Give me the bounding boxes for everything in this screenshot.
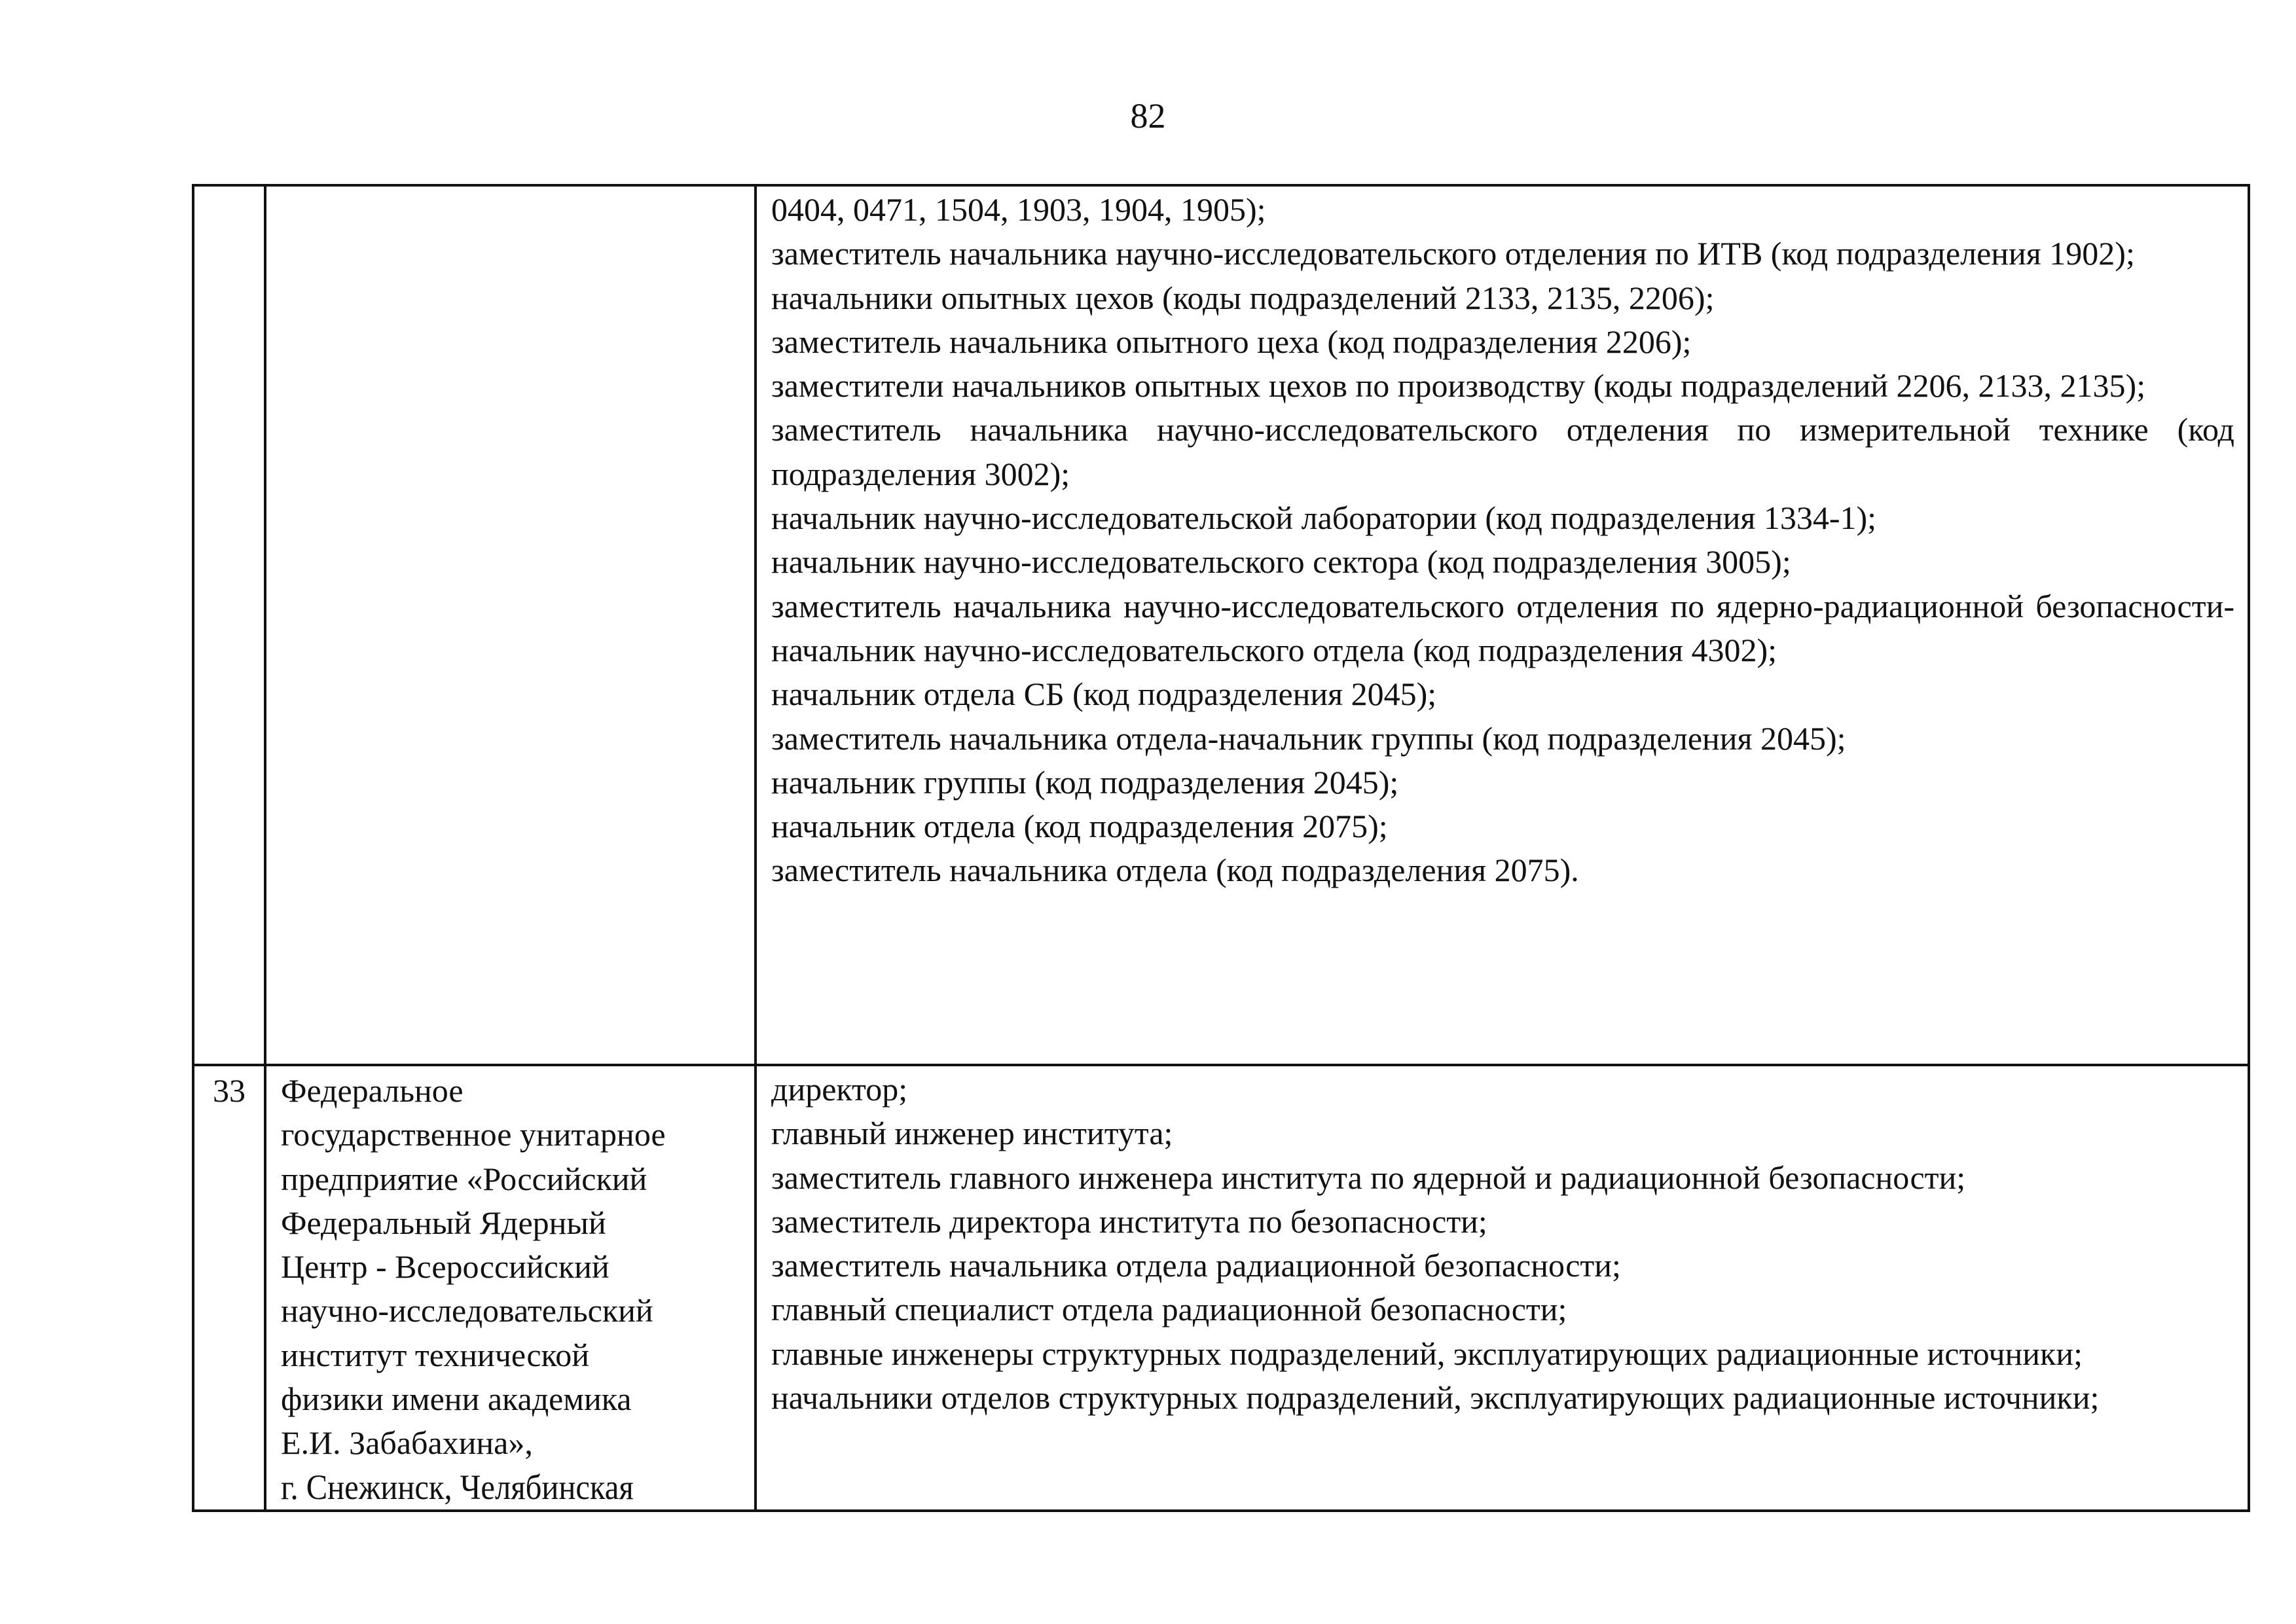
organization-name <box>266 1066 754 1509</box>
organization-line: Федеральное <box>281 1072 464 1109</box>
position-item: заместитель начальника отдела (код подразделения 2075). <box>771 852 1579 889</box>
organization-line: государственное унитарное <box>281 1116 666 1153</box>
position-item: заместитель начальника отдела радиационной безопасности; <box>771 1247 1621 1284</box>
position-item: директор; <box>771 1071 908 1108</box>
organization-line: Центр - Всероссийский <box>281 1248 610 1286</box>
row-number-cell <box>193 185 265 1065</box>
position-item: заместитель начальника научно-исследовательского отделения по ИТВ (код подразделения 1902); <box>771 235 2135 272</box>
position-item: начальник группы (код подразделения 2045); <box>771 763 1399 801</box>
positions-list <box>757 1066 2248 1420</box>
organization-line: институт технической <box>281 1336 590 1373</box>
organization-line: предприятие «Российский <box>281 1160 647 1197</box>
position-item: начальник отдела СБ (код подразделения 2045); <box>771 676 1437 713</box>
organization-line: физики имени академика <box>281 1380 632 1418</box>
organization-line: научно-исследовательский <box>281 1292 653 1329</box>
position-item: начальник отдела (код подразделения 2075); <box>771 808 1388 845</box>
position-item: заместитель главного инженера института по ядерной и радиационной безопасности; <box>771 1159 1966 1196</box>
position-item: заместитель начальника научно-исследовательского отделения по ядерно-радиационной безопасности-начальник научно-исследовательского отдела (код подразделения 4302); <box>771 587 2234 668</box>
position-item: начальники опытных цехов (коды подразделений 2133, 2135, 2206); <box>771 279 1715 316</box>
row-number-cell <box>193 1065 265 1511</box>
position-item: заместитель начальника отдела-начальник группы (код подразделения 2045); <box>771 719 1846 757</box>
position-item: начальники отделов структурных подразделений, эксплуатирующих радиационные источники; <box>771 1379 2100 1416</box>
position-item: заместитель директора института по безопасности; <box>771 1202 1487 1240</box>
position-item: главный специалист отдела радиационной безопасности; <box>771 1291 1567 1328</box>
position-item: начальник научно-исследовательской лаборатории (код подразделения 1334-1); <box>771 499 1877 537</box>
position-item: главный инженер института; <box>771 1115 1173 1152</box>
table-row <box>193 1065 2249 1511</box>
position-item: начальник научно-исследовательского сектора (код подразделения 3005); <box>771 543 1791 581</box>
organization-line: г. Снежинск, Челябинская <box>281 1467 634 1507</box>
position-item: заместитель начальника научно-исследовательского отделения по измерительной технике (код подразделения 3002); <box>771 411 2234 492</box>
row-number <box>194 187 264 189</box>
position-item: главные инженеры структурных подразделений, эксплуатирующих радиационные источники; <box>771 1335 2083 1372</box>
positions-cell <box>756 185 2249 1065</box>
page-number: 82 <box>1130 96 1166 135</box>
organization-line: Е.И. Забабахина», <box>281 1424 533 1462</box>
positions-table <box>192 184 2250 1512</box>
position-item: заместители начальников опытных цехов по производству (коды подразделений 2206, 2133, 2135); <box>771 367 2146 405</box>
row-number: 33 <box>213 1072 246 1109</box>
position-item: заместитель начальника опытного цеха (код подразделения 2206); <box>771 323 1692 360</box>
position-item: 0404, 0471, 1504, 1903, 1904, 1905); <box>771 191 1266 228</box>
organization-cell <box>265 1065 756 1511</box>
positions-list <box>757 187 2248 893</box>
table-row <box>193 185 2249 1065</box>
positions-cell <box>756 1065 2249 1511</box>
organization-cell <box>265 185 756 1065</box>
organization-line: Федеральный Ядерный <box>281 1204 606 1241</box>
